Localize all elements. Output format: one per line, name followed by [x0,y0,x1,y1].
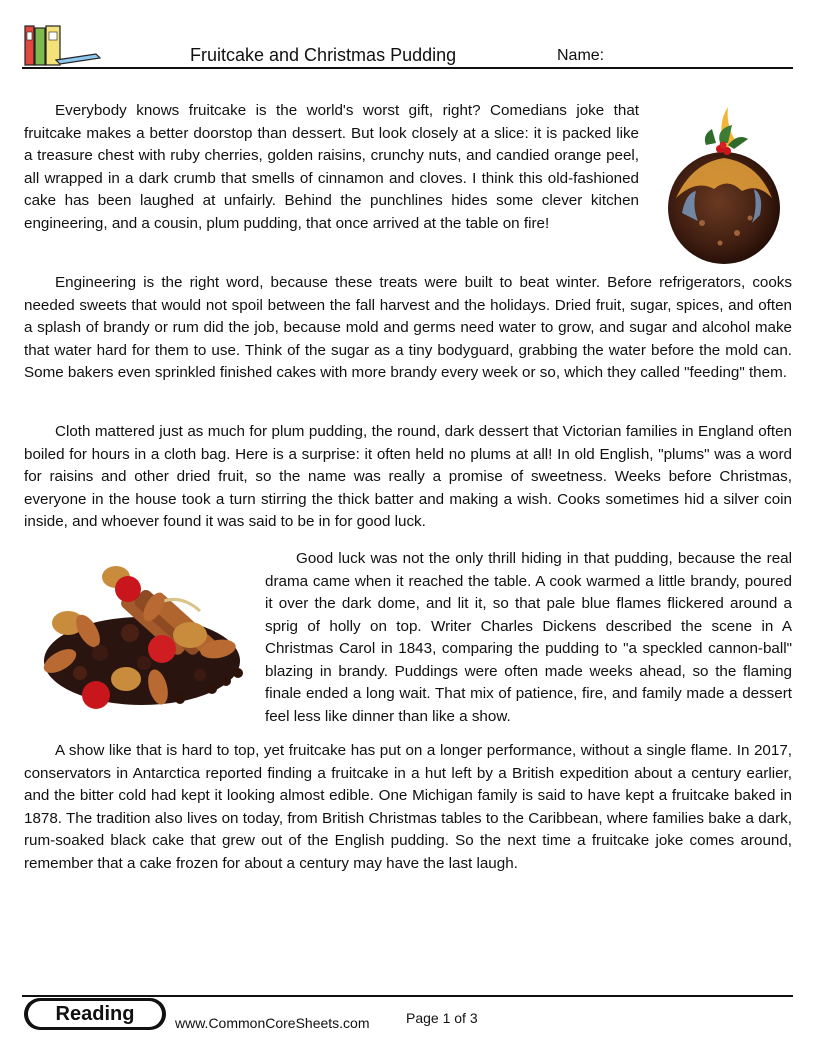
reading-badge [24,998,166,1030]
paragraph-5: A show like that is hard to top, yet fruitcake has put on a longer performance, without a single flame. In 2017, conservators in Antarctica reported finding a fruitcake in a hut left by a British expedition about a century earlier, and the bitter cold had kept it looking almost edible. One Michigan family is said to have kept a fruitcake baked in 1878. The tradition also lives on today, from British Christmas tables to the Caribbean, where families bake a dark, rum-soaked black cake that grew out of the English pudding. So the next time a fruitcake joke comes around, remember that a cake frozen for about a century may have the last laugh. [24,742,792,872]
reading-badge-label: Reading [28,1001,162,1027]
name-label: Name: [557,47,605,64]
books-logo-icon [22,24,102,68]
christmas-pudding-image [662,103,786,268]
header-divider [22,67,793,69]
dried-fruit-spices-image [30,553,260,715]
footer-divider [22,995,793,997]
paragraph-2: Engineering is the right word, because these treats were built to beat winter. Before refrigerators, cooks needed sweets that would not spoil between the fall harvest and the holidays. Dried fruit, sugar, spices, and often a splash of brandy or rum did the job, because mold and germs need water to grow, and sugar and alcohol make that water hard for them to use. Think of the sugar as a tiny bodyguard, grabbing the water before the mold can. Some bakers even sprinkled finished cakes with more brandy every week or so, which they called "feeding" them. [24,274,792,381]
worksheet-title: Fruitcake and Christmas Pudding [190,45,457,65]
paragraph-1: Everybody knows fruitcake is the world's worst gift, right? Comedians joke that fruitcake makes a better doorstop than dessert. But look closely at a slice: it is packed like a treasure chest with ruby cherries, golden raisins, crunchy nuts, and candied orange peel, all wrapped in a dark crumb that smells of cinnamon and cloves. I think this old-fashioned cake has been laughed at unfairly. Behind the punchlines hides some clever kitchen engineering, and a cousin, plum pudding, that once arrived at the table on fire! [24,102,639,232]
paragraph-4: Good luck was not the only thrill hiding in that pudding, because the real drama came when it reached the table. A cook warmed a little brandy, poured it over the dark dome, and lit it, so that pale blue flames flickered around a sprig of holly on top. Writer Charles Dickens described the scene in A Christmas Carol in 1843, comparing the pudding to "a speckled cannon-ball" blazing in brandy. Puddings were often made weeks ahead, so the flaming finale ended a long wait. That mix of patience, fire, and family made a dessert feel less like dinner than like a show. [265,550,792,725]
footer-website: www.CommonCoreSheets.com [175,1015,370,1031]
page-number: Page 1 of 3 [406,1010,478,1026]
paragraph-3: Cloth mattered just as much for plum pudding, the round, dark dessert that Victorian families in England often boiled for hours in a cloth bag. Here is a surprise: it often held no plums at all! In old English, "plums" was a word for raisins and other dried fruit, so the name was really a promise of sweetness. Weeks before Christmas, everyone in the house took a turn stirring the thick batter and making a wish. Cooks sometimes hid a silver coin inside, and whoever found it was said to be in for good luck. [24,423,792,530]
